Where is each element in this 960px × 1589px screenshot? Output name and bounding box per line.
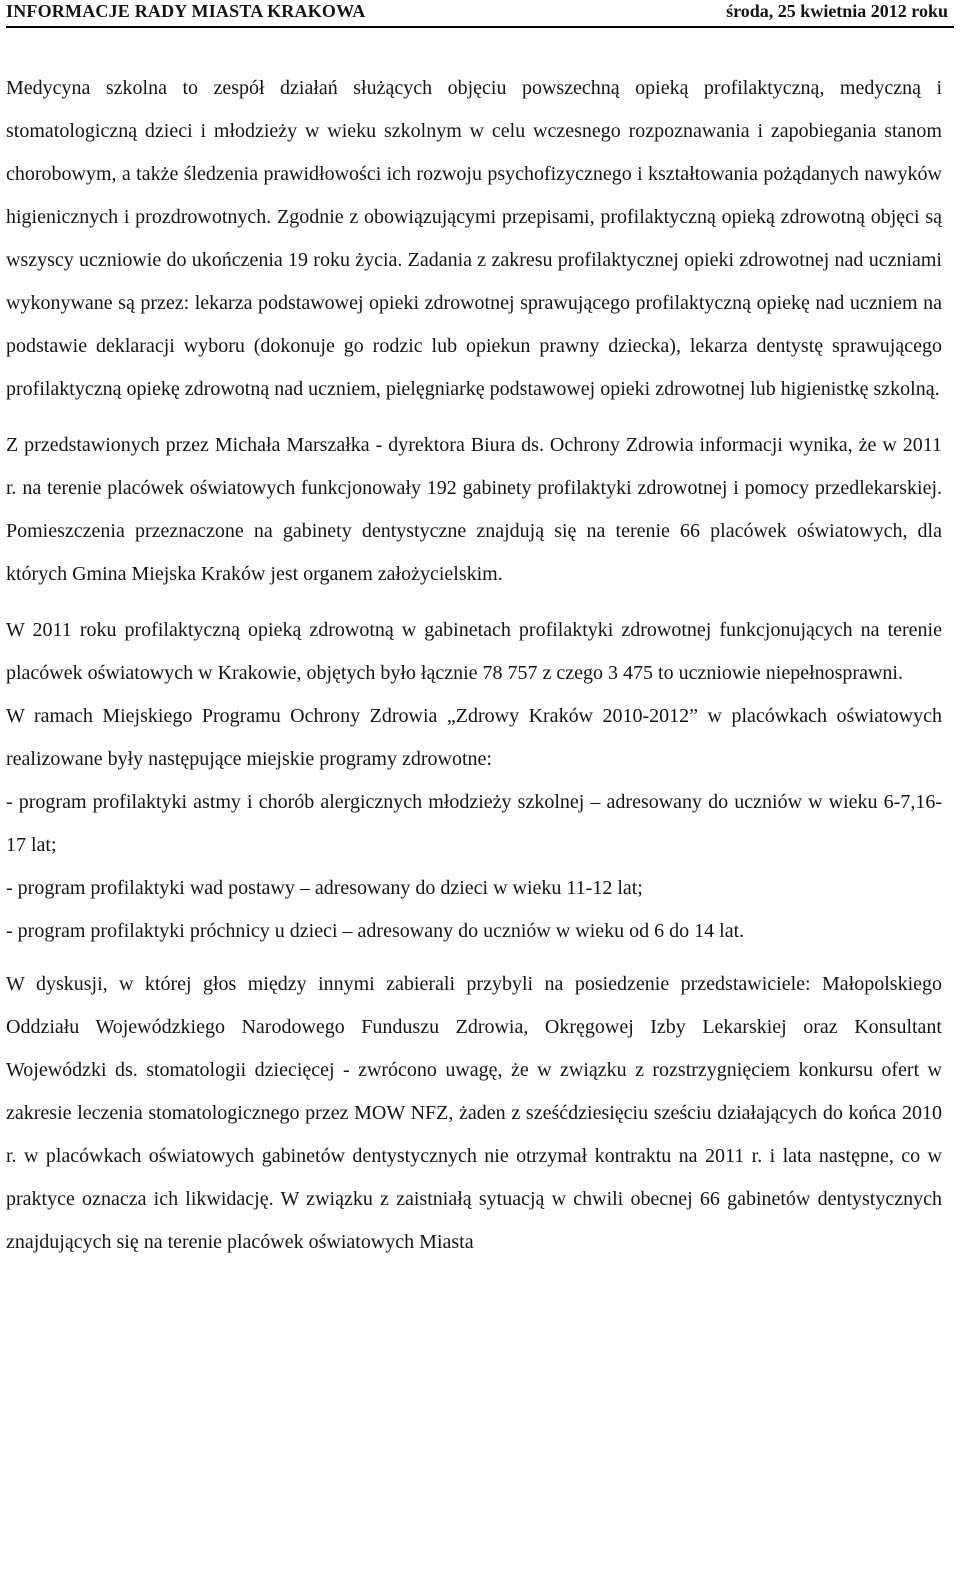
list-item-posture-program: - program profilaktyki wad postawy – adresowany do dzieci w wieku 11-12 lat; xyxy=(6,877,643,899)
paragraph-health-programs-intro: W ramach Miejskiego Programu Ochrony Zdrowia „Zdrowy Kraków 2010-2012” w placówkach oświatowych realizowane były następujące miejskie programy zdrowotne: xyxy=(6,705,942,770)
paragraph-school-medicine: Medycyna szkolna to zespół działań służących objęciu powszechną opieką profilaktyczną, medyczną i stomatologiczną dzieci i młodzieży w wieku szkolnym w celu wczesnego rozpoznawania i zapobiegania stanom chorobowym, a także śledzenia prawidłowości ich rozwoju psychofizycznego i kształtowania pożądanych nawyków higienicznych i prozdrowotnych. Zgodnie z obowiązującymi przepisami, profilaktyczną opieką zdrowotną objęci są wszyscy uczniowie do ukończenia 19 roku życia. Zadania z zakresu profilaktycznej opieki zdrowotnej nad uczniami wykonywane są przez: lekarza podstawowej opieki zdrowotnej sprawującego profilaktyczną opiekę nad uczniem na podstawie deklaracji wyboru (dokonuje go rodzic lub opiekun prawny dziecka), lekarza dentystę sprawującego profilaktyczną opiekę zdrowotną nad uczniem, pielęgniarkę podstawowej opieki zdrowotnej lub higienistkę szkolną. xyxy=(6,77,942,400)
list-item-caries-program: - program profilaktyki próchnicy u dzieci – adresowany do uczniów w wieku od 6 do 14 lat. xyxy=(6,920,745,942)
paragraph-care-statistics: W 2011 roku profilaktyczną opieką zdrowotną w gabinetach profilaktyki zdrowotnej funkcjonujących na terenie placówek oświatowych w Krakowie, objętych było łącznie 78 757 z czego 3 475 to uczniowie niepełnosprawni. xyxy=(6,619,942,684)
page-header xyxy=(6,0,954,28)
paragraph-discussion: W dyskusji, w której głos między innymi zabierali przybyli na posiedzenie przedstawiciele: Małopolskiego Oddziału Wojewódzkiego Narodowego Funduszu Zdrowia, Okręgowej Izby Lekarskiej oraz Konsultant Wojewódzki ds. stomatologii dziecięcej - zwrócono uwagę, że w związku z rozstrzygnięciem konkursu ofert w zakresie leczenia stomatologicznego przez MOW NFZ, żaden z sześćdziesięciu sześciu działających do końca 2010 r. w placówkach oświatowych gabinetów dentystycznych nie otrzymał kontraktu na 2011 r. i lata następne, co w praktyce oznacza ich likwidację. W związku z zaistniałą sytuacją w chwili obecnej 66 gabinetów dentystycznych znajdujących się na terenie placówek oświatowych Miasta xyxy=(6,973,942,1253)
publication-date: środa, 25 kwietnia 2012 roku xyxy=(726,1,948,21)
article-body xyxy=(6,67,942,1264)
list-item-asthma-program: - program profilaktyki astmy i chorób alergicznych młodzieży szkolnej – adresowany do uczniów w wieku 6-7,16-17 lat; xyxy=(6,791,942,856)
publication-title: INFORMACJE RADY MIASTA KRAKOWA xyxy=(6,1,366,21)
paragraph-health-offices: Z przedstawionych przez Michała Marszałka - dyrektora Biura ds. Ochrony Zdrowia informacji wynika, że w 2011 r. na terenie placówek oświatowych funkcjonowały 192 gabinety profilaktyki zdrowotnej i pomocy przedlekarskiej. Pomieszczenia przeznaczone na gabinety dentystyczne znajdują się na terenie 66 placówek oświatowych, dla których Gmina Miejska Kraków jest organem założycielskim. xyxy=(6,434,942,585)
